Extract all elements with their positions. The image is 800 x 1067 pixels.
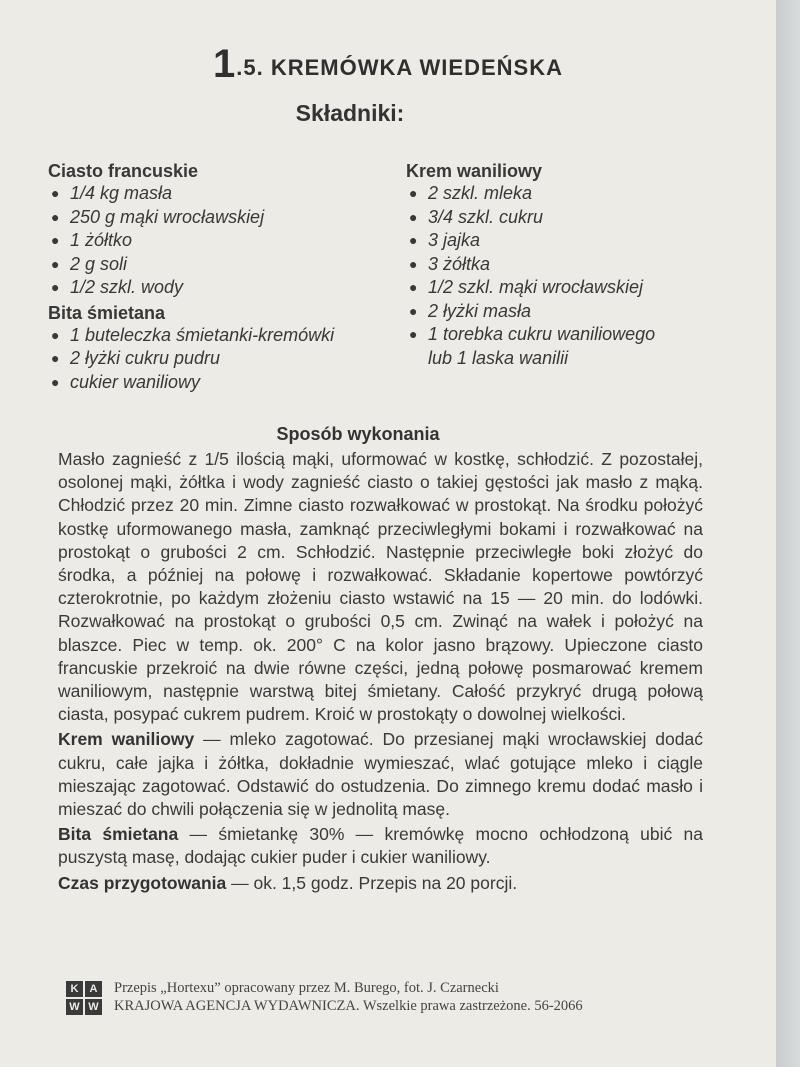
bita-paragraph: Bita śmietana — śmietankę 30% — kremówkę mocno ochłodzoną ubić na puszystą masę, dodając cukier puder i cukier waniliowy. (58, 824, 703, 868)
ingredient-item: ● 1/4 kg masła (48, 182, 398, 206)
bullet-icon: ● (409, 302, 418, 319)
method-paragraph: Masło zagnieść z 1/5 ilością mąki, uformować w kostkę, schłodzić. Z pozostałej, osolonej mąki, żółtka i wody zagnieść ciasto o takiej gęstości jak masło z mąką. Chłodzić przez 20 min. Zimne ciasto rozwałkować w prostokąt. Na środku położyć kostkę uformowanego masła, zamknąć przeciwległymi bokami i rozwałkować na prostokąt o grubości 2 cm. Schłodzić. Następnie przeciwległe boki złożyć do środka, a później na połowę i rozwałkować. Składanie kopertowe powtórzyć czterokrotnie, po każdym złożeniu ciasto wstawić na 15 — 20 min. do lodówki. Rozwałkować na prostokąt o grubości 0,5 cm. Zwinąć na wałek i położyć na blaszce. Piec w temp. ok. 200° C na kolor jasno brązowy. Upieczone ciasto francuskie przekroić na dwie równe części, jedną połowę posmarować kremem waniliowym, następnie warstwą bitej śmietany. Całość przykryć drugą połową ciasta, posypać cukrem pudrem. Kroić w prostokąty o dowolnej wielkości. (58, 449, 703, 725)
bullet-icon: ● (409, 232, 418, 248)
ingredient-item: ● 2 g soli (48, 253, 398, 277)
ingredient-item: ● 3/4 szkl. cukru (406, 206, 736, 230)
ingredient-item: ● 1/2 szkl. mąki wrocławskiej (406, 276, 736, 300)
group-heading-bita: Bita śmietana (48, 302, 166, 323)
background-edge (776, 0, 800, 1067)
recipe-name: .5. KREMÓWKA WIEDEŃSKA (236, 55, 563, 80)
krem-paragraph: Krem waniliowy — mleko zagotować. Do przesianej mąki wrocławskiej dodać cukru, całe jajka i żółtka, dokładnie wymieszać, wlać gotujące mleko i ciągle mieszając zagotować. Odstawić do ostudzenia. Do zimnego kremu dodać masło i mieszać do chwili połączenia się w jednolitą masę. (58, 729, 703, 820)
ingredient-list-bita (48, 324, 398, 395)
bullet-icon: ● (51, 185, 60, 201)
footer-credit: Przepis „Hortexu” opracowany przez M. Burego, fot. J. Czarnecki (114, 980, 499, 996)
footer-publisher: KRAJOWA AGENCJA WYDAWNICZA. Wszelkie prawa zastrzeżone. 56-2066 (114, 998, 583, 1014)
ingredient-list-krem (406, 182, 736, 370)
krem-label: Krem waniliowy (58, 729, 195, 750)
ingredient-item-continuation: lub 1 laska wanilii (428, 347, 569, 368)
bullet-icon: ● (409, 208, 418, 225)
method-heading: Sposób wykonania (276, 424, 440, 444)
ingredient-item: ● 2 szkl. mleka (406, 182, 736, 206)
ingredient-item: ● 3 żółtka (406, 253, 736, 277)
czas-paragraph: Czas przygotowania — ok. 1,5 godz. Przepis na 20 porcji. (58, 872, 518, 893)
bullet-icon: ● (51, 326, 60, 343)
bita-label: Bita śmietana (58, 824, 179, 845)
ingredient-item: ● 1/2 szkl. wody (48, 276, 398, 300)
czas-label: Czas przygotowania (58, 872, 227, 893)
bullet-icon: ● (51, 232, 60, 248)
group-heading-krem: Krem waniliowy (406, 161, 543, 181)
ingredients-left-column (48, 160, 398, 394)
bullet-icon: ● (51, 255, 60, 272)
method-text (58, 448, 703, 897)
bullet-icon: ● (51, 373, 60, 390)
bullet-icon: ● (51, 350, 60, 366)
ingredient-list-ciasto (48, 182, 398, 300)
bullet-icon: ● (409, 279, 418, 295)
ingredient-item: ● 1 torebka cukru waniliowego (406, 323, 736, 347)
ingredients-right-column (406, 160, 736, 370)
bullet-icon: ● (409, 185, 418, 201)
ingredients-heading: Składniki: (295, 100, 405, 126)
recipe-title (0, 42, 776, 87)
footer-text (114, 979, 734, 1015)
publisher-logo: K A W W (66, 981, 102, 1015)
bullet-icon: ● (409, 255, 418, 272)
ingredient-item: ● 1 buteleczka śmietanki-kremówki (48, 324, 398, 348)
ingredient-item: ● cukier waniliowy (48, 371, 398, 395)
ingredient-item: ● 3 jajka (406, 229, 736, 253)
bullet-icon: ● (51, 279, 60, 295)
group-heading-ciasto: Ciasto francuskie (48, 161, 199, 181)
ingredient-item: ● 250 g mąki wrocławskiej (48, 206, 398, 230)
recipe-number: 1 (213, 42, 237, 86)
ingredient-item: ● 2 łyżki cukru pudru (48, 347, 398, 371)
ingredient-item: ● 2 łyżki masła (406, 300, 736, 324)
bullet-icon: ● (409, 326, 418, 342)
bullet-icon: ● (51, 208, 60, 225)
ingredient-item: ● 1 żółtko (48, 229, 398, 253)
